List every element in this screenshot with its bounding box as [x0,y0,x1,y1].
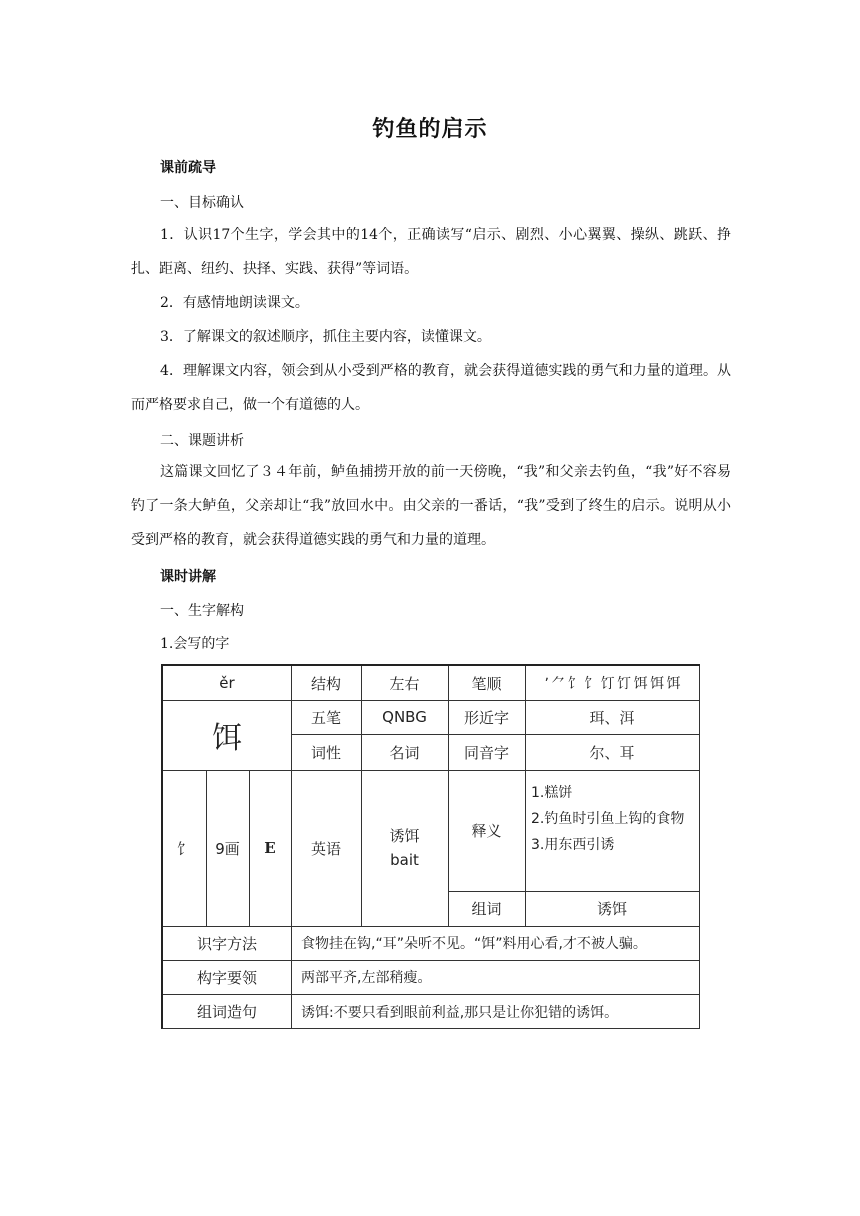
page-title: 钓鱼的启示 [372,117,488,142]
wubi-value: QNBG [382,708,427,726]
pos-value: 名词 [389,743,420,762]
english-label: 英语 [310,839,341,858]
english-word: bait [390,851,419,869]
meaning-list [531,770,695,891]
method-value: 食物挂在钩,“耳”朵听不见。“饵”料用心看,才不被人骗。 [301,936,647,952]
goal-item-2: 2．有感情地朗读课文。 [160,295,309,311]
index-letter: E [264,839,276,857]
meaning-label: 释义 [471,822,502,840]
subheading-writable-chars: 1.会写的字 [160,636,230,652]
english-chinese: 诱饵 [389,827,420,845]
meaning-item-2: 2.钓鱼时引鱼上钩的食物 [531,811,685,827]
character-table [161,664,700,1029]
method-label: 识字方法 [196,934,257,953]
goal-item-4: 4．理解课文内容，领会到从小受到严格的教育，就会获得道德实践的勇气和力量的道理。从而严格要求自己，做一个有道德的人。 [131,363,731,413]
stroke-order: ʼ ⺈ 饣 饣 饤 饤 饵 饵 饵 [544,676,680,692]
subheading-analysis: 二、课题讲析 [160,433,244,449]
similar-label: 形近字 [463,708,509,727]
wubi-label: 五笔 [310,708,341,727]
pinyin: ěr [219,674,235,692]
structure-label: 构字要领 [196,968,257,987]
stroke-label: 笔顺 [471,674,502,693]
homophone-label: 同音字 [463,743,509,762]
stroke-count: 9画 [215,839,240,858]
subheading-characters: 一、生字解构 [160,603,244,619]
main-character: 饵 [212,721,242,756]
english-value [361,770,448,926]
section-heading-lesson: 课时讲解 [160,569,216,585]
phrase-value: 诱饵 [596,900,627,918]
similar-value: 珥、洱 [589,708,635,727]
goal-item-3: 3．了解课文的叙述顺序，抓住主要内容，读懂课文。 [160,329,491,345]
homophone-value: 尔、耳 [589,743,635,762]
radical: 饣 [176,839,192,858]
struct-value: 左右 [389,674,420,693]
subheading-goals: 一、目标确认 [160,195,244,211]
sentence-value: 诱饵:不要只看到眼前利益,那只是让你犯错的诱饵。 [301,1004,619,1021]
struct-label: 结构 [310,674,341,693]
sentence-label: 组词造句 [196,1003,257,1021]
phrase-label: 组词 [471,900,502,918]
pos-label: 词性 [310,743,341,762]
meaning-item-3: 3.用东西引诱 [531,837,615,853]
structure-value: 两部平齐,左部稍瘦。 [301,970,432,986]
goal-item-1: 1．认识17个生字，学会其中的14个，正确读写“启示、剧烈、小心翼翼、操纵、跳跃、挣扎、距离、纽约、抉择、实践、获得”等词语。 [131,227,731,277]
meaning-item-1: 1.糕饼 [531,785,573,801]
analysis-paragraph: 这篇课文回忆了３４年前，鲈鱼捕捞开放的前一天傍晚，“我”和父亲去钓鱼，“我”好不容易钓了一条大鲈鱼，父亲却让“我”放回水中。由父亲的一番话，“我”受到了终生的启示。说明从小受到严格的教育，就会获得道德实践的勇气和力量的道理。 [131,464,731,548]
section-heading-pre-class: 课前疏导 [160,160,216,176]
